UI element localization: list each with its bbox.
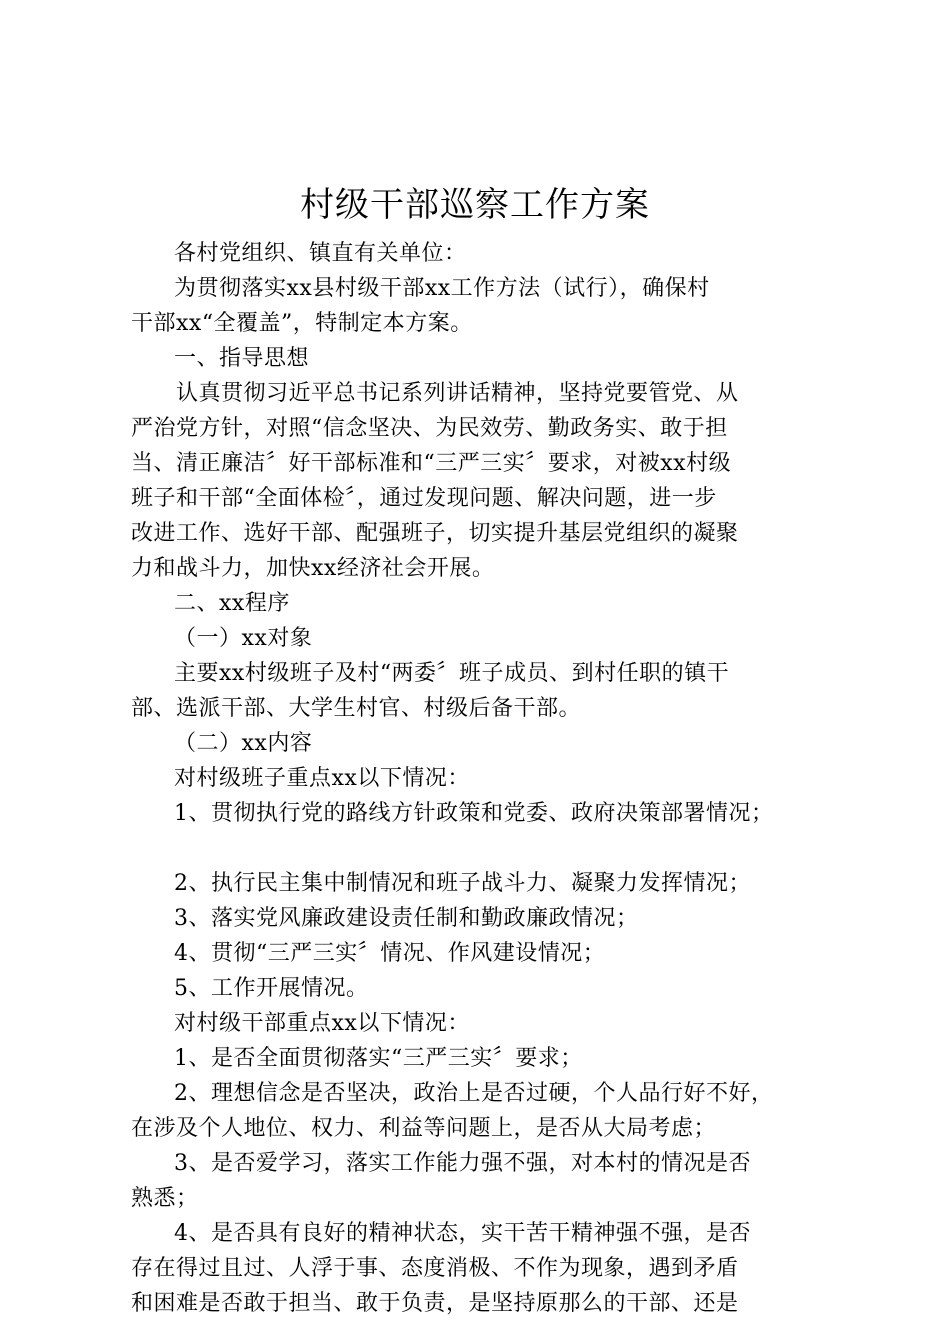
document-title: 村级干部巡察工作方案 xyxy=(300,185,650,225)
list-item: 2、理想信念是否坚决，政治上是否过硬，个人品行好不好， xyxy=(174,1081,774,1106)
list-item: 3、是否爱学习，落实工作能力强不强，对本村的情况是否 xyxy=(174,1151,751,1176)
list-item: 1、是否全面贯彻落实“三严三实〞要求； xyxy=(174,1046,583,1071)
paragraph-line: 改进工作、选好干部、配强班子，切实提升基层党组织的凝聚 xyxy=(131,521,739,546)
paragraph-line: 主要xx村级班子及村“两委〞班子成员、到村任职的镇干 xyxy=(174,661,730,686)
paragraph-line: 为贯彻落实xx县村级干部xx工作方法（试行），确保村 xyxy=(174,276,710,301)
list-item: 5、工作开展情况。 xyxy=(174,976,369,1001)
paragraph-line: 和困难是否敢于担当、敢于负责，是坚持原那么的干部、还是 xyxy=(131,1291,739,1316)
paragraph-line: 对村级班子重点xx以下情况： xyxy=(174,766,470,791)
list-item: 2、执行民主集中制情况和班子战斗力、凝聚力发挥情况； xyxy=(174,871,751,896)
subsection-heading: （二）xx内容 xyxy=(174,731,313,756)
list-item: 4、贯彻“三严三实〞情况、作风建设情况； xyxy=(174,941,606,966)
list-item: 1、贯彻执行党的路线方针政策和党委、政府决策部署情况； xyxy=(174,801,774,826)
paragraph-line: 在涉及个人地位、权力、利益等问题上，是否从大局考虑； xyxy=(131,1116,717,1141)
list-item: 3、落实党风廉政建设责任制和勤政廉政情况； xyxy=(174,906,639,931)
blank-line xyxy=(131,831,836,866)
paragraph-line: 严治党方针，对照“信念坚决、为民效劳、勤政务实、敢于担 xyxy=(131,416,728,441)
section-heading: 一、指导思想 xyxy=(174,346,310,371)
paragraph-line: 当、清正廉洁〞好干部标准和“三严三实〞要求，对被xx村级 xyxy=(131,451,732,476)
paragraph-line: 存在得过且过、人浮于事、态度消极、不作为现象，遇到矛盾 xyxy=(131,1256,739,1281)
list-item: 4、是否具有良好的精神状态，实干苦干精神强不强，是否 xyxy=(174,1221,751,1246)
paragraph-line: 班子和干部“全面体检〞，通过发现问题、解决问题，进一步 xyxy=(131,486,717,511)
paragraph-line: 部、选派干部、大学生村官、村级后备干部。 xyxy=(131,696,582,721)
paragraph-line: 力和战斗力，加快xx经济社会开展。 xyxy=(131,556,495,581)
subsection-heading: （一）xx对象 xyxy=(174,626,313,651)
paragraph-line: 干部xx“全覆盖”，特制定本方案。 xyxy=(131,311,473,336)
document-body xyxy=(131,236,836,1321)
section-heading: 二、xx程序 xyxy=(174,591,290,616)
paragraph-line: 熟悉； xyxy=(131,1186,199,1211)
paragraph-line: 对村级干部重点xx以下情况： xyxy=(174,1011,470,1036)
paragraph-line: 认真贯彻习近平总书记系列讲话精神，坚持党要管党、从 xyxy=(176,381,739,406)
salutation-line: 各村党组织、镇直有关单位： xyxy=(174,241,467,266)
